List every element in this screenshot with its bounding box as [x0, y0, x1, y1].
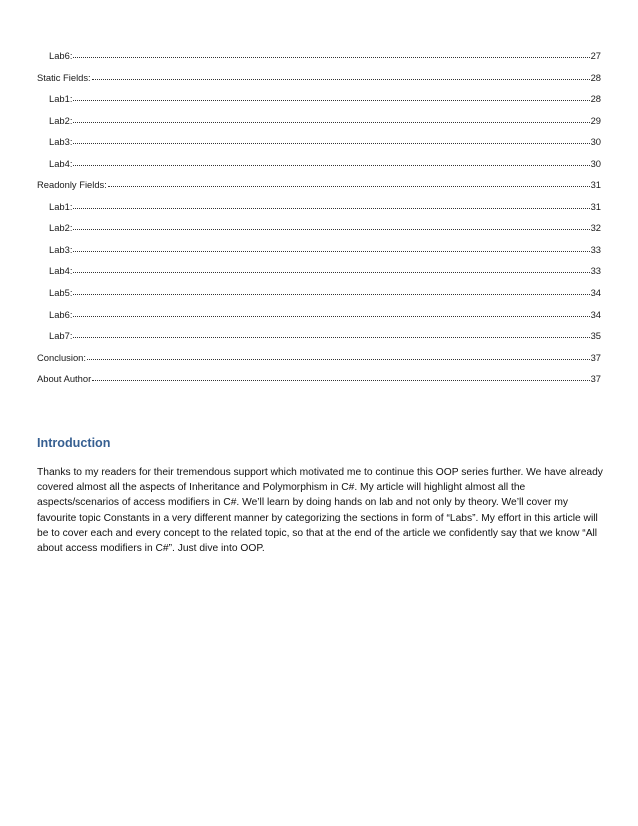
toc-entry-label: Lab6: — [49, 308, 73, 320]
toc-entry[interactable] — [37, 329, 601, 351]
toc-entry-label: Lab3: — [49, 136, 73, 148]
toc-page-number: 30 — [590, 157, 601, 169]
toc-entry-label: Lab2: — [49, 222, 73, 234]
toc-dot-leader — [73, 243, 589, 253]
toc-entry-label: About Author — [37, 373, 92, 385]
toc-page-number: 37 — [590, 351, 601, 363]
toc-entry[interactable] — [37, 351, 601, 373]
toc-page-number: 33 — [590, 265, 601, 277]
toc-entry-label: Conclusion: — [37, 351, 86, 363]
toc-page-number: 32 — [590, 222, 601, 234]
toc-page-number: 34 — [590, 287, 601, 299]
toc-entry-label: Readonly Fields: — [37, 179, 107, 191]
toc-dot-leader — [73, 221, 589, 231]
toc-entry[interactable] — [37, 71, 601, 93]
toc-dot-leader — [87, 351, 590, 361]
toc-entry[interactable] — [37, 308, 601, 330]
toc-entry[interactable] — [37, 264, 601, 286]
toc-dot-leader — [73, 157, 589, 167]
toc-entry[interactable] — [37, 135, 601, 157]
toc-entry[interactable] — [37, 178, 601, 200]
toc-entry-label: Lab5: — [49, 287, 73, 299]
toc-dot-leader — [73, 92, 589, 102]
toc-dot-leader — [108, 178, 590, 188]
toc-entry[interactable] — [37, 49, 601, 71]
toc-entry-label: Lab4: — [49, 265, 73, 277]
toc-dot-leader — [92, 71, 590, 81]
toc-dot-leader — [73, 200, 589, 210]
toc-page-number: 37 — [590, 373, 601, 385]
toc-entry-label: Lab4: — [49, 157, 73, 169]
toc-entry[interactable] — [37, 200, 601, 222]
toc-page-number: 29 — [590, 114, 601, 126]
toc-page-number: 31 — [590, 200, 601, 212]
toc-entry[interactable] — [37, 372, 601, 394]
toc-dot-leader — [92, 372, 589, 382]
toc-page-number: 30 — [590, 136, 601, 148]
table-of-contents — [37, 49, 601, 394]
toc-entry-label: Lab6: — [49, 50, 73, 61]
toc-dot-leader — [73, 286, 589, 296]
toc-page-number: 35 — [590, 330, 601, 342]
toc-dot-leader — [73, 308, 589, 318]
toc-entry-label: Lab1: — [49, 200, 73, 212]
toc-dot-leader — [73, 329, 589, 339]
toc-entry-label: Lab7: — [49, 330, 73, 342]
toc-entry-label: Lab1: — [49, 93, 73, 105]
toc-dot-leader — [73, 49, 589, 59]
toc-dot-leader — [73, 264, 589, 274]
introduction-paragraph: Thanks to my readers for their tremendous support which motivated me to continue this OOP series further. We have already covered almost all the aspects of Inheritance and Polymorphism in C#. My article will highlight almost all the aspects/scenarios of access modifiers in C#. We’ll learn by doing hands on lab and not only by theory. We’ll cover my favourite topic Constants in a very different manner by categorizing the sections in form of “Labs”. My effort in this article will be to cover each and every concept to the related topic, so that at the end of the article we confidently say that we know “All about access modifiers in C#”. Just dive into OOP. — [37, 467, 603, 555]
toc-entry-label: Lab2: — [49, 114, 73, 126]
toc-entry[interactable] — [37, 286, 601, 308]
toc-entry-label: Lab3: — [49, 243, 73, 255]
toc-entry-label: Static Fields: — [37, 71, 91, 83]
toc-dot-leader — [73, 135, 589, 145]
toc-page-number: 27 — [590, 50, 601, 61]
toc-page-number: 28 — [590, 93, 601, 105]
toc-entry[interactable] — [37, 92, 601, 114]
toc-page-number: 28 — [590, 71, 601, 83]
toc-page-number: 33 — [590, 243, 601, 255]
toc-entry[interactable] — [37, 243, 601, 265]
toc-page-number: 34 — [590, 308, 601, 320]
toc-page-number: 31 — [590, 179, 601, 191]
toc-dot-leader — [73, 114, 589, 124]
section-heading-introduction: Introduction — [37, 436, 111, 450]
toc-entry[interactable] — [37, 114, 601, 136]
toc-entry[interactable] — [37, 157, 601, 179]
toc-entry[interactable] — [37, 221, 601, 243]
